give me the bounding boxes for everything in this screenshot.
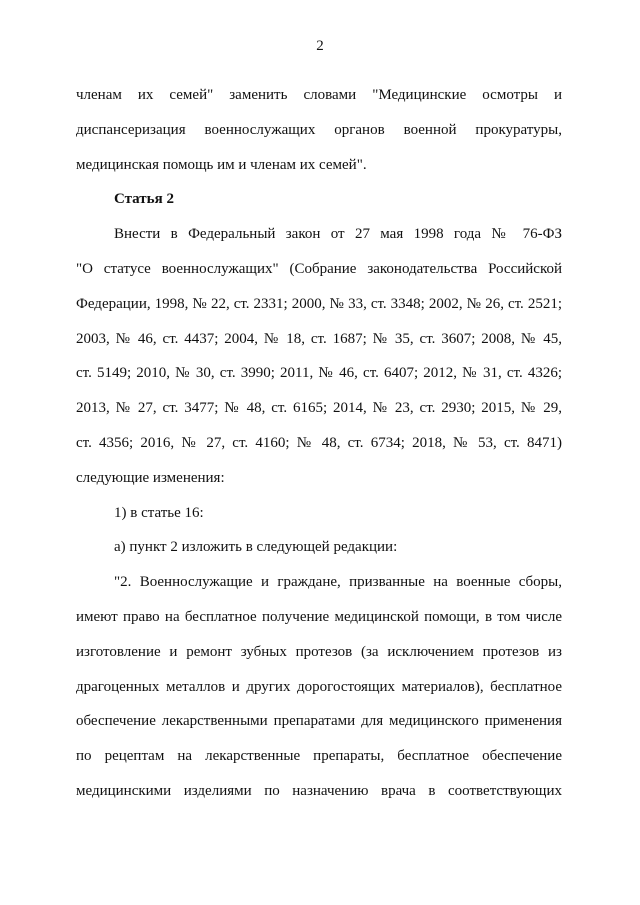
page-number: 2 (316, 38, 324, 54)
document-body (76, 78, 562, 809)
text-line: драгоценных металлов и других дорогостоящих материалов), бесплатное (76, 678, 562, 695)
text-line: Внести в Федеральный закон от 27 мая 1998 года № 76-ФЗ (114, 226, 562, 243)
text-line: следующие изменения: (76, 469, 225, 486)
item-1-paragraph: 1) в статье 16: (114, 504, 204, 521)
text-line: изготовление и ремонт зубных протезов (за исключением протезов из (76, 643, 562, 660)
text-line: "2. Военнослужащие и граждане, призванные на военные сборы, (114, 574, 562, 591)
text-line: ст. 4356; 2016, № 27, ст. 4160; № 48, ст. 6734; 2018, № 53, ст. 8471) (76, 434, 562, 451)
text-line: медицинскими изделиями по назначению врача в соответствующих (76, 782, 562, 799)
text-line: 2003, № 46, ст. 4437; 2004, № 18, ст. 1687; № 35, ст. 3607; 2008, № 45, (76, 330, 562, 347)
text-line: "О статусе военнослужащих" (Собрание законодательства Российской (76, 260, 562, 277)
intro-paragraph (76, 217, 562, 495)
text-line: медицинская помощь им и членам их семей". (76, 156, 367, 173)
item-a-paragraph: а) пункт 2 изложить в следующей редакции: (114, 539, 398, 556)
text-line: ст. 5149; 2010, № 30, ст. 3990; 2011, № 46, ст. 6407; 2012, № 31, ст. 4326; (76, 365, 562, 382)
text-line: обеспечение лекарственными препаратами для медицинского применения (76, 713, 562, 730)
text-line: членам их семей" заменить словами "Медицинские осмотры и (76, 87, 562, 103)
continuation-paragraph (76, 78, 562, 182)
text-line: Федерации, 1998, № 22, ст. 2331; 2000, № 33, ст. 3348; 2002, № 26, ст. 2521; (76, 295, 562, 312)
quoted-paragraph (76, 565, 562, 809)
article-title: Статья 2 (114, 191, 174, 208)
text-line: имеют право на бесплатное получение медицинской помощи, в том числе (76, 608, 562, 625)
text-line: по рецептам на лекарственные препараты, бесплатное обеспечение (76, 748, 562, 765)
text-line: 2013, № 27, ст. 3477; № 48, ст. 6165; 2014, № 23, ст. 2930; 2015, № 29, (76, 400, 562, 417)
text-line: диспансеризация военнослужащих органов военной прокуратуры, (76, 121, 562, 138)
